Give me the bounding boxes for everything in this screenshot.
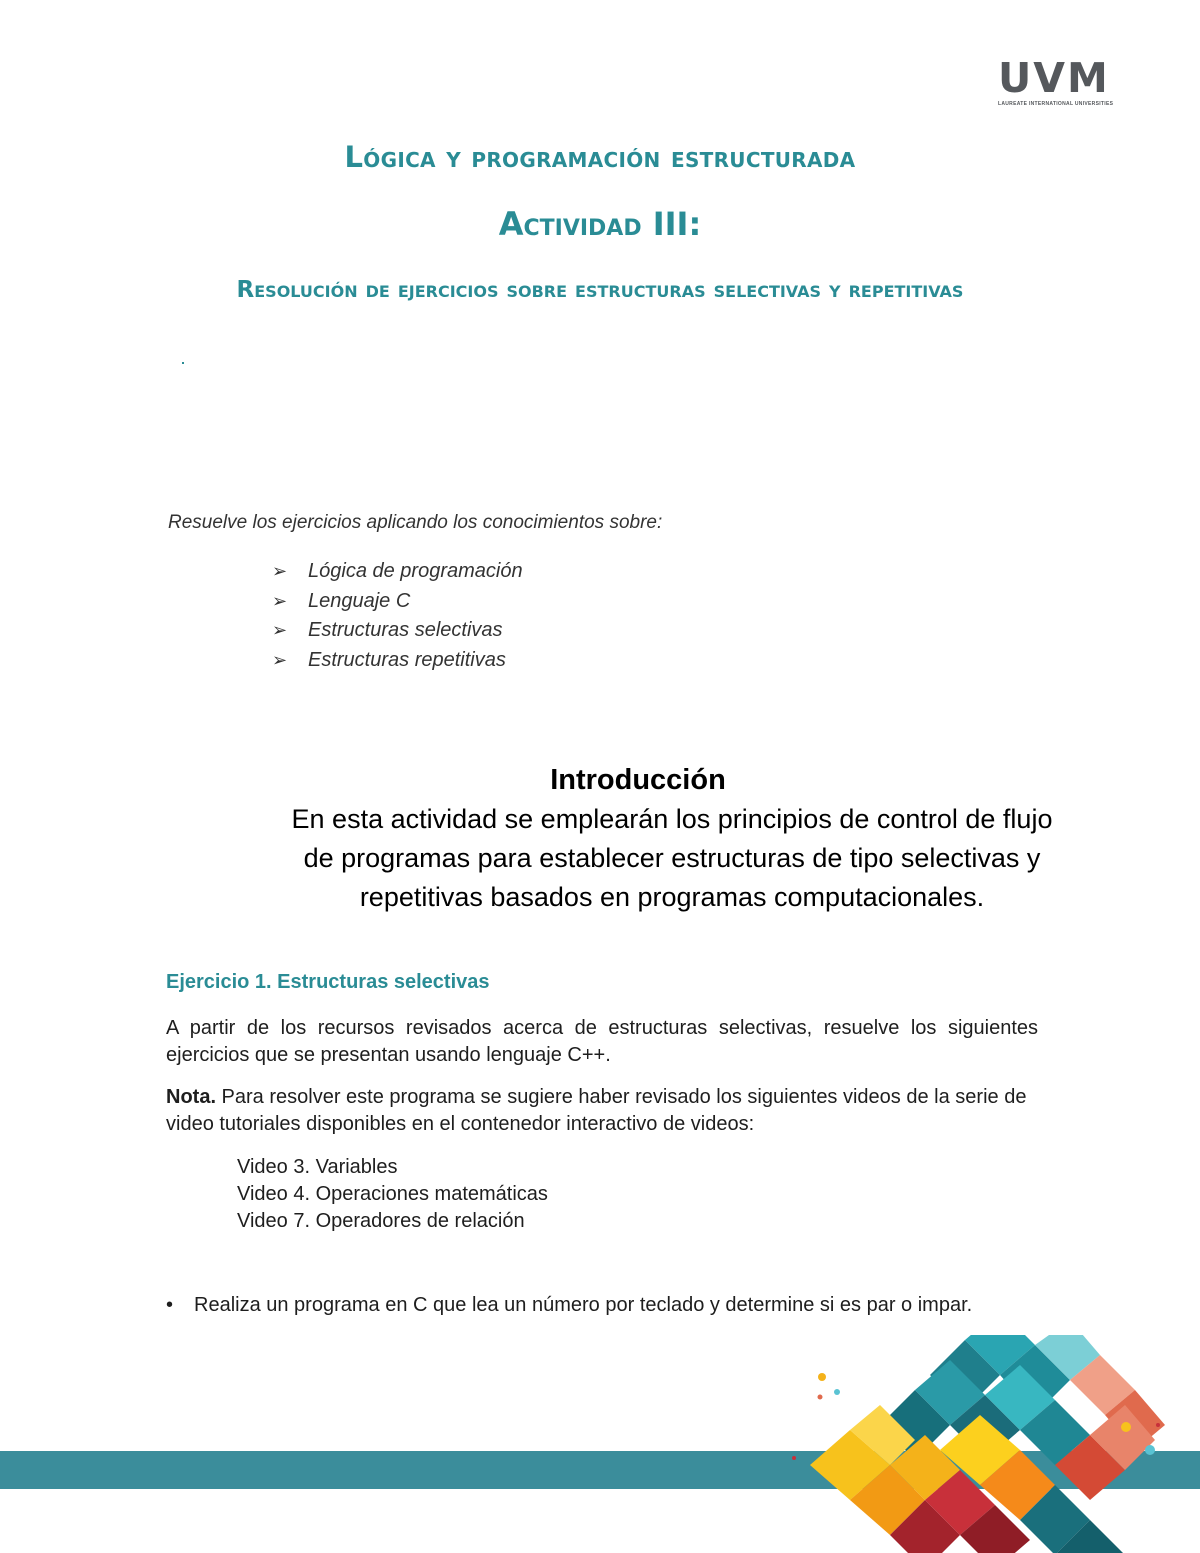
- topic-label: Lenguaje C: [308, 589, 411, 612]
- activity-title: Actividad III:: [498, 205, 702, 243]
- exercise-1-note: [166, 1084, 1038, 1138]
- list-item: Video 7. Operadores de relación: [237, 1210, 525, 1232]
- uvm-logo: [998, 56, 1122, 107]
- task-text: Realiza un programa en C que lea un número por teclado y determine si es par o impar.: [194, 1294, 973, 1316]
- note-text: Para resolver este programa se sugiere haber revisado los siguientes videos de la serie de video tutoriales disponibles en el contenedor interactivo de videos:: [166, 1086, 1027, 1135]
- list-item: [272, 616, 523, 646]
- bullet-dot-icon: •: [166, 1294, 174, 1316]
- list-item: [272, 557, 523, 587]
- course-title: Lógica y programación estructurada: [344, 140, 856, 174]
- exercise-1-title: Ejercicio 1. Estructuras selectivas: [166, 971, 490, 993]
- video-list: [237, 1154, 548, 1235]
- cubes-decoration: [780, 1335, 1200, 1553]
- arrow-bullet-icon: ➢: [272, 620, 288, 640]
- stray-dot: [182, 362, 184, 364]
- topic-label: Estructuras selectivas: [308, 619, 503, 641]
- topics-list: [272, 557, 523, 675]
- logo-text: UVM: [998, 54, 1110, 102]
- exercise-1-paragraph: A partir de los recursos revisados acerca de estructuras selectivas, resuelve los siguientes ejercicios que se presentan usando lenguaje C++.: [166, 1017, 1038, 1066]
- arrow-bullet-icon: ➢: [272, 649, 288, 670]
- list-item: [272, 646, 523, 676]
- activity-subtitle: Resolución de ejercicios sobre estructuras selectivas y repetitivas: [236, 277, 964, 303]
- arrow-bullet-icon: ➢: [272, 590, 288, 611]
- introduction-body: En esta actividad se emplearán los principios de control de flujo de programas para establecer estructuras de tipo selectivas y repetitivas basados en programas computacionales.: [291, 804, 1053, 912]
- topic-label: Lógica de programación: [308, 560, 523, 582]
- list-item: Video 3. Variables: [237, 1156, 398, 1178]
- topic-label: Estructuras repetitivas: [308, 648, 506, 671]
- list-item: Video 4. Operaciones matemáticas: [237, 1183, 548, 1205]
- note-label: Nota.: [166, 1086, 216, 1108]
- introduction-heading: Introducción: [550, 764, 726, 796]
- arrow-bullet-icon: ➢: [272, 561, 288, 581]
- instructions-lead: Resuelve los ejercicios aplicando los conocimientos sobre:: [168, 512, 663, 533]
- logo-tagline: LAUREATE INTERNATIONAL UNIVERSITIES: [998, 101, 1114, 107]
- list-item: [272, 587, 523, 617]
